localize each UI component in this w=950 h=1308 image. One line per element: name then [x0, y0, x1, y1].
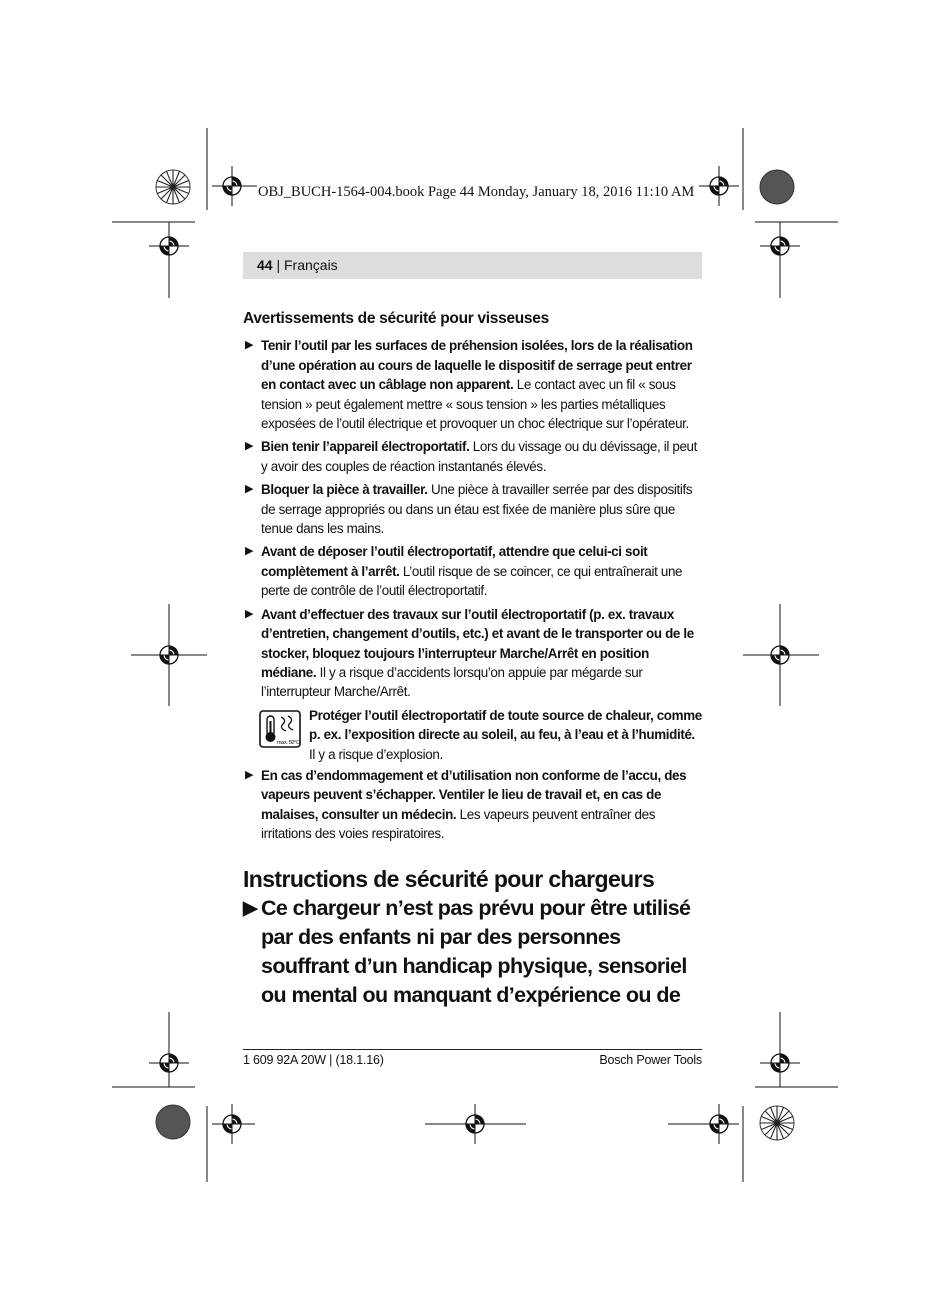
bullet-triangle-icon: ▶ — [245, 607, 254, 620]
page-language: Français — [284, 257, 338, 273]
heat-icon-label: max. 50°C — [277, 739, 300, 746]
item-text: Les vapeurs peuvent entraîner des irritations des voies respiratoires. — [261, 806, 656, 842]
item-bold-text: Avant de déposer l’outil électroportatif, attendre que celui-ci soit complètement à l’arrêt. — [261, 544, 648, 579]
list-item — [243, 480, 702, 538]
item-text: Une pièce à travailler serrée par des dispositifs de serrage appropriés ou dans un étau est fixée de manière plus sûre que tenue dans les mains. — [261, 482, 693, 537]
bullet-triangle-icon: ▶ — [245, 483, 254, 496]
list-item — [243, 605, 702, 702]
bullet-triangle-icon: ▶ — [245, 339, 254, 352]
item-text: Le contact avec un fil « sous tension » peut également mettre « sous tension » les parties métalliques exposées de l’outil électrique et provoquer un choc électrique sur l’opérateur. — [261, 377, 689, 432]
section-heading-screwdrivers: Avertissements de sécurité pour visseuses — [243, 310, 549, 327]
heat-warning-block — [243, 706, 702, 764]
item-text: Il y a risque d’accidents lorsqu’on appuie par mégarde sur l’interrupteur Marche/Arrêt. — [261, 664, 643, 700]
page-content — [243, 309, 702, 1010]
header-separator: | — [272, 257, 284, 273]
item-bold-text: Avant d’effectuer des travaux sur l’outil électroportatif (p. ex. travaux d’entretien, changement d’outils, etc.) et avant de le transporter ou de le stocker, bloquez toujours l’interrupteur Marche/Arrêt en position médiane. — [261, 606, 694, 680]
item-text: L’outil risque de se coincer, ce qui entraînerait une perte de contrôle de l’outil électroportatif. — [261, 563, 683, 599]
list-item — [243, 437, 702, 476]
page-number: 44 — [257, 257, 273, 273]
footer-doc-number: 1 609 92A 20W | (18.1.16) — [243, 1053, 384, 1067]
bullet-triangle-icon: ▶ — [245, 545, 254, 558]
section-heading-chargers: Instructions de sécurité pour chargeurs — [243, 865, 655, 892]
footer-rule — [243, 1049, 702, 1050]
print-slug-header: OBJ_BUCH-1564-004.book Page 44 Monday, January 18, 2016 11:10 AM — [258, 184, 695, 200]
bullet-triangle-icon: ▶ — [243, 897, 258, 919]
page-header — [257, 257, 338, 273]
item-bold-text: Bloquer la pièce à travailler. — [261, 482, 428, 498]
heat-hazard-icon — [259, 710, 301, 748]
list-item — [243, 766, 702, 844]
heat-warning-bold: Protéger l’outil électroportatif de toute source de chaleur, comme p. ex. l’exposition directe au soleil, au feu, à l’eau et à l’humidité. — [309, 707, 702, 743]
bullet-triangle-icon: ▶ — [245, 768, 254, 781]
charger-warning-text: Ce chargeur n’est pas prévu pour être utilisé par des enfants ni par des personnes souffrant d’un handicap physique, sensoriel ou mental ou manquant d’expérience ou de — [261, 895, 691, 1007]
item-bold-text: En cas d’endommagement et d’utilisation non conforme de l’accu, des vapeurs peuvent s’échapper. Ventiler le lieu de travail et, en cas de malaises, consulter un médecin. — [261, 767, 687, 822]
bullet-triangle-icon: ▶ — [245, 440, 254, 453]
item-text: Lors du vissage ou du dévissage, il peut y avoir des couples de réaction instantanés élevés. — [261, 439, 698, 474]
item-bold-text: Tenir l’outil par les surfaces de préhension isolées, lors de la réalisation d’une opération au cours de laquelle le dispositif de serrage peut entrer en contact avec un câblage non apparent. — [261, 338, 693, 393]
heat-warning-text: Il y a risque d’explosion. — [309, 746, 443, 762]
page-header-band — [243, 252, 702, 279]
list-item — [243, 542, 702, 600]
footer-brand: Bosch Power Tools — [599, 1053, 702, 1067]
charger-warning-item — [243, 894, 702, 1010]
item-bold-text: Bien tenir l’appareil électroportatif. — [261, 439, 470, 455]
list-item — [243, 336, 702, 433]
